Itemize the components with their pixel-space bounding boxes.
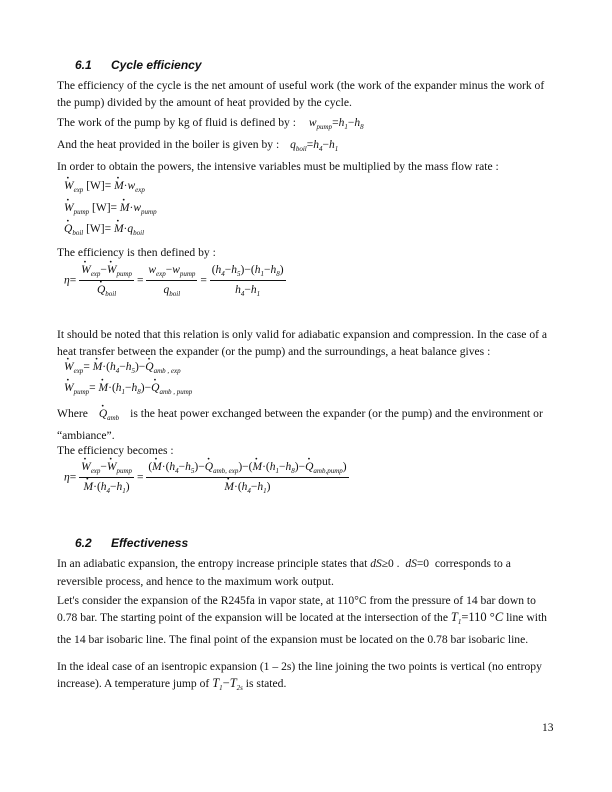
- section-title: Effectiveness: [111, 536, 189, 550]
- paragraph-isentropic-expansion: [57, 658, 557, 697]
- equation-efficiency-with-losses: η= · $W_{exp}-\cdot W_{pump}$ · $M\cdot(h_4-h_1)$ = (· $M\cdot(h_4-h_5)-\cdot Q_{amb, exp})-(\cdot M\cdot(h_1-h_8)-\cdot Q_{amb,pump})$ · $M\cdot(h_4-h_1)$: [64, 461, 349, 495]
- paragraph-pump-work: [57, 114, 557, 136]
- equation-t1-110: $T_1=110$ °C: [450, 610, 504, 626]
- section-heading-cycle-efficiency: [75, 58, 202, 72]
- equation-expander-power: · $W_{exp}$ $[W]= \cdot M\cdot w_{exp}$: [64, 180, 145, 194]
- paragraph-efficiency-becomes: The efficiency becomes :: [57, 444, 174, 457]
- equation-temperature-jump: $T_1-T_{2s}$: [212, 676, 243, 692]
- paragraph-text: In the ideal case of an isentropic expansion (1 – 2s) the line joining the two points is vertical (no entropy increase). A temperature jump of: [57, 660, 542, 690]
- equation-heat-balance-pump: · $W_{pump}= \cdot M\cdot(h_1-h_8)-\cdot Q_{amb , pump}$: [64, 382, 192, 396]
- paragraph-text: line with the 14 bar isobaric line. The final point of the expansion must be located on the 0.78 bar isobaric line.: [57, 611, 547, 646]
- paragraph-text: corresponds to a reversible process, and hence to the maximum work output.: [57, 557, 511, 588]
- section-number: 6.2: [75, 536, 92, 550]
- equation-boiler-power: · $Q_{boil}$ $[W]= \cdot M\cdot q_{boil}$: [64, 223, 144, 237]
- paragraph-text: is the heat power exchanged between the expander (or the pump) and the environment or “ambiance”.: [57, 407, 543, 442]
- paragraph-efficiency-definition: The efficiency of the cycle is the net amount of useful work (the work of the expander minus the work of the pump) divided by the amount of heat provided by the cycle.: [57, 79, 545, 109]
- section-title: Cycle efficiency: [111, 58, 202, 72]
- paragraph-text: And the heat provided in the boiler is given by :: [57, 138, 280, 151]
- paragraph-text: In an adiabatic expansion, the entropy increase principle states that: [57, 557, 368, 570]
- equation-efficiency: η= · $W_{exp}-\cdot W_{pump}$ · $Q_{boil}$ = $\frac{w_{exp}-w_{pump}}{q_{boil}}$ = $\frac{(h_4-h_5)-(h_1-h_8)}{h_4-h_1}$: [64, 264, 286, 298]
- paragraph-text: The work of the pump by kg of fluid is defined by :: [57, 116, 296, 129]
- paragraph-adiabatic-note: It should be noted that this relation is only valid for adiabatic expansion and compression. In the case of a heat transfer between the expander (or the pump) and the surroundings, a heat balance gives :: [57, 328, 548, 358]
- paragraph-ambient-heat: [57, 405, 557, 444]
- paragraph-efficiency-then: The efficiency is then defined by :: [57, 246, 216, 259]
- paragraph-r245fa-expansion: [57, 592, 557, 648]
- page-number: 13: [542, 722, 554, 734]
- symbol-q-amb: · $Q_{amb}$: [99, 408, 119, 420]
- equation-heat-balance-expander: · $W_{exp}= \cdot M\cdot(h_4-h_5)-\cdot Q_{amb , exp}$: [64, 361, 181, 375]
- equation-pump-power: · $W_{pump}$ $[W]= \cdot M\cdot w_{pump}$: [64, 202, 157, 216]
- paragraph-entropy-principle: [57, 555, 557, 590]
- equation-pump-work: $w_{pump}=h_1-h_8$: [308, 117, 364, 131]
- equation-boiler-heat: $q_{boil}=h_4-h_1$: [290, 139, 339, 153]
- paragraph-mass-flow: In order to obtain the powers, the intensive variables must be multiplied by the mass flow rate :: [57, 160, 499, 173]
- paragraph-text: Where: [57, 407, 88, 420]
- paragraph-boiler-heat: [57, 136, 557, 158]
- equation-entropy: dS≥0 . dS=0: [370, 558, 430, 570]
- section-number: 6.1: [75, 58, 92, 72]
- section-heading-effectiveness: [75, 536, 188, 550]
- paragraph-text: is stated.: [245, 677, 287, 690]
- paragraph-text: Let's consider the expansion of the R245fa in vapor state, at 110°C from the pressure of 14 bar down to 0.78 bar. The starting point of the expansion will be located at the intersection of the: [57, 594, 536, 624]
